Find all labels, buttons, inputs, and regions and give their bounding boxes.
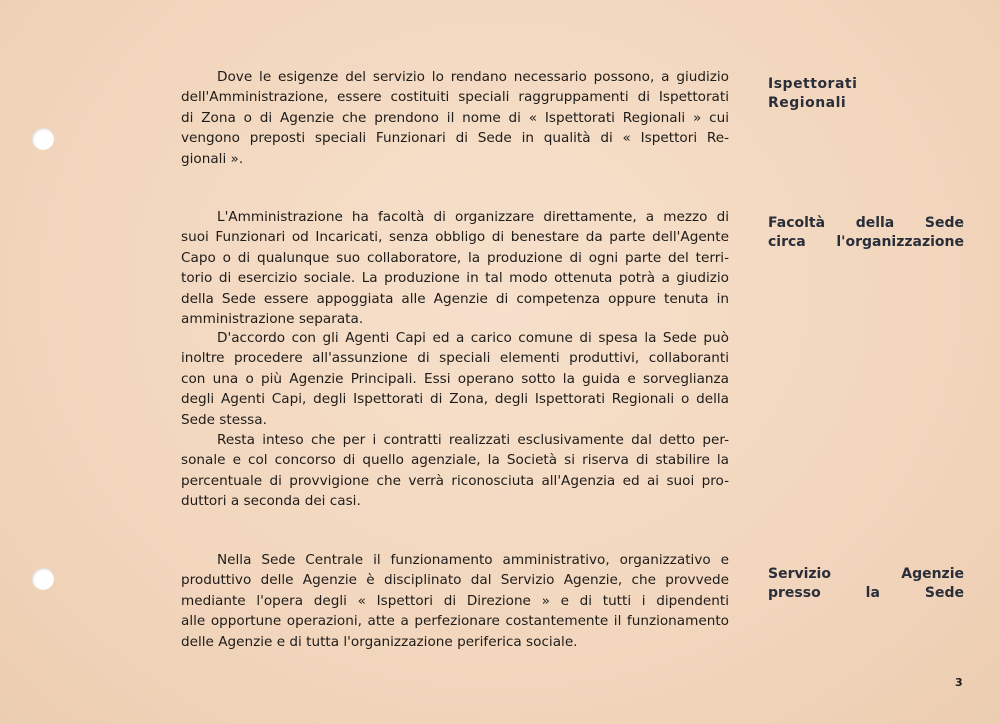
sidenote-line: Servizio Agenzie xyxy=(768,566,964,582)
text-line: Sede stessa. xyxy=(181,411,267,428)
text-line: dell'Amministrazione, essere costituiti speciali raggruppamenti di Ispettorati xyxy=(181,89,729,106)
text-line: mediante l'opera degli « Ispettori di Direzione » e di tutti i dipendenti xyxy=(181,592,729,609)
text-line: Dove le esigenze del servizio lo rendano necessario possono, a giudizio xyxy=(217,69,729,85)
sidenote-line: Ispettorati xyxy=(768,76,858,92)
paragraph-contratti xyxy=(181,430,729,512)
text-line: D'accordo con gli Agenti Capi ed a carico comune di spesa la Sede può xyxy=(217,330,729,346)
text-line: Capo o di qualunque suo collaboratore, la produzione di ogni parte del terri- xyxy=(181,249,729,266)
text-line: amministrazione separata. xyxy=(181,311,364,328)
sidenote-line: Facoltà della Sede xyxy=(768,215,964,231)
text-line: delle Agenzie e di tutta l'organizzazione periferica sociale. xyxy=(181,633,578,650)
text-line: produttivo delle Agenzie è disciplinato dal Servizio Agenzie, che provvede xyxy=(181,572,729,589)
text-line: percentuale di provvigione che verrà riconosciuta all'Agenzia ed ai suoi pro- xyxy=(181,472,729,489)
text-line: L'Amministrazione ha facoltà di organizzare direttamente, a mezzo di xyxy=(217,209,729,225)
binder-hole-top xyxy=(32,128,54,150)
text-line: torio di esercizio sociale. La produzione in tal modo ottenuta potrà a giudizio xyxy=(181,270,729,287)
sidenote-line: Regionali xyxy=(768,95,847,111)
text-line: alle opportune operazioni, atte a perfezionare costantemente il funzionamento xyxy=(181,613,729,630)
text-line: inoltre procedere all'assunzione di speciali elementi produttivi, collaboranti xyxy=(181,350,729,367)
sidenote-line: presso la Sede xyxy=(768,585,964,601)
sidenote-facolta-sede xyxy=(768,214,964,252)
text-line: con una o più Agenzie Principali. Essi operano sotto la guida e sorveglianza xyxy=(181,370,729,387)
text-line: Nella Sede Centrale il funzionamento amministrativo, organizzativo e xyxy=(217,552,729,568)
text-line: suoi Funzionari od Incaricati, senza obbligo di benestare da parte dell'Agente xyxy=(181,229,729,246)
text-line: della Sede essere appoggiata alle Agenzie di competenza oppure tenuta in xyxy=(181,290,729,307)
text-line: vengono preposti speciali Funzionari di Sede in qualità di « Ispettori Re- xyxy=(181,130,729,147)
text-line: Resta inteso che per i contratti realizzati esclusivamente dal detto per- xyxy=(217,432,729,448)
sidenote-line: circa l'organizzazione xyxy=(768,234,964,250)
page-number: 3 xyxy=(955,676,963,689)
sidenote-ispettorati-regionali xyxy=(768,75,964,113)
text-line: sonale e col concorso di quello agenziale, la Società si riserva di stabilire la xyxy=(181,452,729,469)
paragraph-facolta-sede xyxy=(181,207,729,329)
paragraph-ispettorati-regionali xyxy=(181,67,729,169)
binder-hole-bottom xyxy=(32,568,54,590)
text-line: gionali ». xyxy=(181,150,244,167)
paragraph-accordo-agenti xyxy=(181,328,729,430)
text-line: duttori a seconda dei casi. xyxy=(181,493,361,510)
text-line: di Zona o di Agenzie che prendono il nome di « Ispettorati Regionali » cui xyxy=(181,109,729,126)
text-line: degli Agenti Capi, degli Ispettorati di Zona, degli Ispettorati Regionali o della xyxy=(181,391,729,408)
sidenote-servizio-agenzie xyxy=(768,565,964,603)
paragraph-sede-centrale xyxy=(181,550,729,652)
